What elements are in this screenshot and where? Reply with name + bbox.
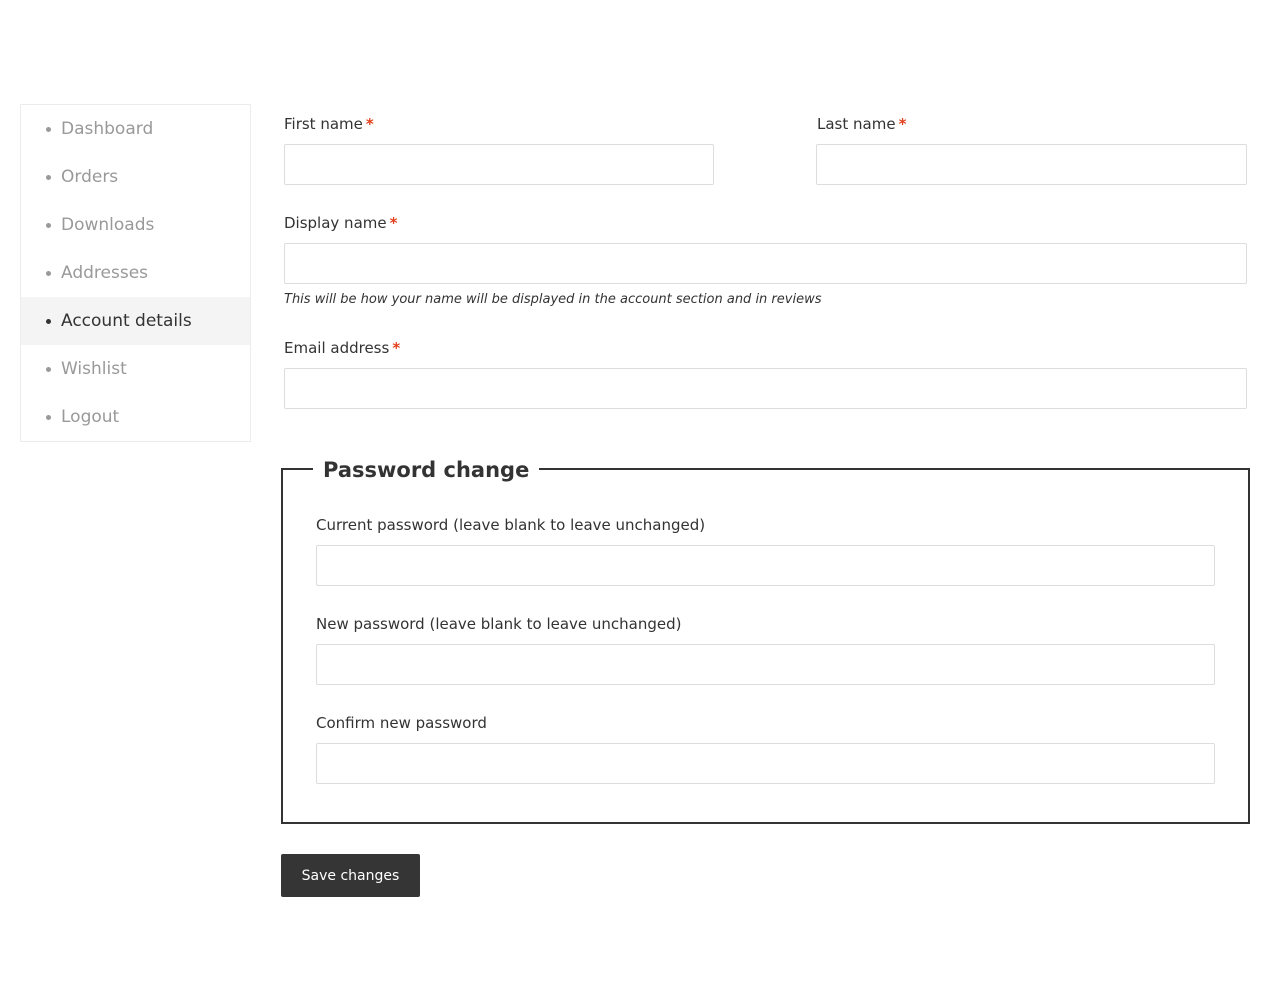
nav-item-orders[interactable] [21, 153, 250, 201]
nav-item-label: Addresses [61, 263, 149, 283]
last-name-label [817, 114, 906, 134]
last-name-label-text: Last name [817, 115, 896, 133]
confirm-password-label: Confirm new password [316, 714, 487, 732]
nav-item-account-details[interactable] [21, 297, 250, 345]
current-password-label: Current password (leave blank to leave unchanged) [316, 516, 706, 534]
email-label [284, 338, 400, 358]
nav-item-addresses[interactable] [21, 249, 250, 297]
save-changes-button[interactable]: Save changes [281, 854, 420, 897]
account-nav-list [21, 105, 250, 441]
first-name-label-text: First name [284, 115, 363, 133]
nav-item-label: Orders [61, 167, 119, 187]
first-name-input[interactable] [284, 144, 714, 185]
new-password-label: New password (leave blank to leave unchanged) [316, 615, 682, 633]
first-name-label [284, 114, 374, 134]
bullet-icon [46, 223, 51, 228]
account-navigation [20, 104, 251, 442]
nav-item-downloads[interactable] [21, 201, 250, 249]
bullet-icon [46, 271, 51, 276]
new-password-input[interactable] [316, 644, 1215, 685]
nav-item-label: Wishlist [61, 359, 127, 379]
nav-item-dashboard[interactable] [21, 105, 250, 153]
display-name-label [284, 213, 397, 233]
required-marker: * [392, 339, 401, 357]
nav-item-logout[interactable] [21, 393, 250, 441]
display-name-help-text: This will be how your name will be displayed in the account section and in reviews [284, 292, 822, 307]
display-name-input[interactable] [284, 243, 1247, 284]
bullet-icon [46, 319, 51, 324]
confirm-password-input[interactable] [316, 743, 1215, 784]
display-name-label-text: Display name [284, 214, 387, 232]
nav-item-label: Downloads [61, 215, 155, 235]
nav-item-label: Dashboard [61, 119, 154, 139]
bullet-icon [46, 415, 51, 420]
current-password-input[interactable] [316, 545, 1215, 586]
bullet-icon [46, 127, 51, 132]
email-label-text: Email address [284, 339, 390, 357]
last-name-input[interactable] [816, 144, 1247, 185]
email-input[interactable] [284, 368, 1247, 409]
password-change-legend: Password change [313, 456, 539, 484]
bullet-icon [46, 175, 51, 180]
required-marker: * [389, 214, 398, 232]
bullet-icon [46, 367, 51, 372]
required-marker: * [365, 115, 374, 133]
nav-item-label: Account details [61, 311, 192, 331]
nav-item-label: Logout [61, 407, 120, 427]
required-marker: * [898, 115, 907, 133]
nav-item-wishlist[interactable] [21, 345, 250, 393]
